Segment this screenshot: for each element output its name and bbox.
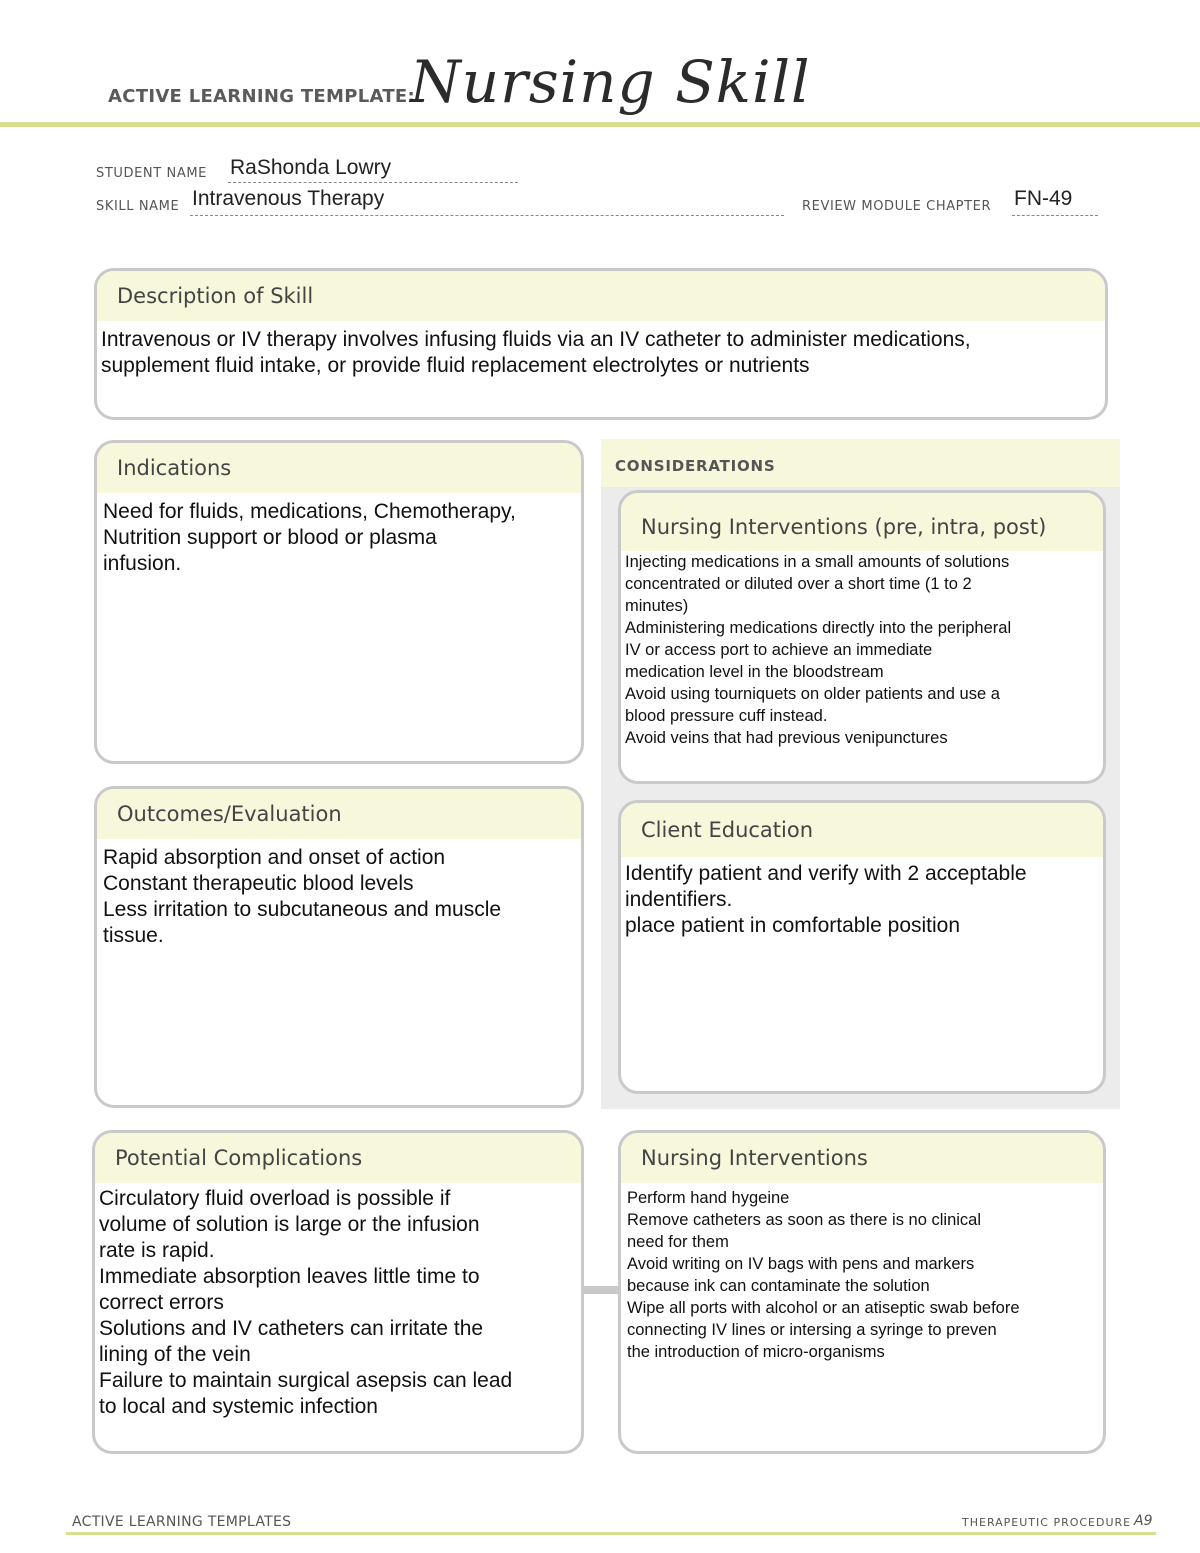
student-name-value: RaShonda Lowry: [230, 156, 392, 179]
description-box: [94, 268, 1108, 420]
client-education-box: [618, 800, 1106, 1094]
nursing-interventions-pre-heading: Nursing Interventions (pre, intra, post): [621, 493, 1103, 551]
nursing-interventions-pre-text[interactable]: Injecting medications in a small amounts of solutions concentrated or diluted over a short time (1 to 2 minutes) Administering medications directly into the peripheral IV or access port to achieve an immediate medication level in the bloodstream Avoid using tourniquets on older patients and use a blood pressure cuff instead. Avoid veins that had previous venipunctures: [625, 553, 1012, 747]
skill-name-field[interactable]: [190, 187, 784, 216]
description-heading: Description of Skill: [97, 271, 1105, 321]
skill-name-label: SKILL NAME: [96, 199, 180, 214]
considerations-title: CONSIDERATIONS: [615, 457, 776, 475]
page-number: A9: [1134, 1513, 1153, 1529]
nursing-interventions-pre-box: [618, 490, 1106, 784]
review-module-value: FN-49: [1014, 187, 1073, 210]
header-divider: [0, 122, 1200, 127]
review-module-label: REVIEW MODULE CHAPTER: [802, 199, 992, 214]
client-education-text[interactable]: Identify patient and verify with 2 acceptable indentifiers. place patient in comfortable position: [625, 862, 1027, 937]
outcomes-heading: Outcomes/Evaluation: [97, 789, 581, 839]
indications-text[interactable]: Need for fluids, medications, Chemotherapy, Nutrition support or blood or plasma infusion.: [103, 500, 516, 575]
template-label: ACTIVE LEARNING TEMPLATE:: [108, 86, 415, 107]
footer-left-label: ACTIVE LEARNING TEMPLATES: [72, 1514, 292, 1530]
outcomes-box: [94, 786, 584, 1108]
nursing-interventions-box: [618, 1130, 1106, 1454]
complications-heading: Potential Complications: [95, 1133, 581, 1183]
student-name-field[interactable]: [228, 156, 518, 183]
outcomes-text[interactable]: Rapid absorption and onset of action Constant therapeutic blood levels Less irritation to subcutaneous and muscle tissue.: [103, 846, 502, 947]
skill-name-value: Intravenous Therapy: [192, 187, 385, 210]
footer-divider: [66, 1532, 1156, 1535]
review-module-field[interactable]: [1012, 187, 1098, 216]
footer-right-label: THERAPEUTIC PROCEDURE: [962, 1516, 1132, 1529]
indications-box: [94, 440, 584, 764]
complications-box: [92, 1130, 584, 1454]
student-name-label: STUDENT NAME: [96, 166, 207, 181]
page-title: Nursing Skill: [410, 48, 811, 116]
box-connector: [582, 1286, 620, 1294]
nursing-interventions-heading: Nursing Interventions: [621, 1133, 1103, 1183]
nursing-interventions-text[interactable]: Perform hand hygeine Remove catheters as soon as there is no clinical need for them Avoid writing on IV bags with pens and markers because ink can contaminate the solution Wipe all ports with alcohol or an atiseptic swab before connecting IV lines or intersing a syringe to preven the introduction of micro-organisms: [627, 1189, 1020, 1361]
indications-heading: Indications: [97, 443, 581, 493]
description-text[interactable]: Intravenous or IV therapy involves infusing fluids via an IV catheter to administer medications, supplement fluid intake, or provide fluid replacement electrolytes or nutrients: [101, 328, 971, 377]
client-education-heading: Client Education: [621, 803, 1103, 857]
complications-text[interactable]: Circulatory fluid overload is possible if volume of solution is large or the infusion rate is rapid. Immediate absorption leaves little time to correct errors Solutions and IV catheters can irritate the lining of the vein Failure to maintain surgical asepsis can lead to local and systemic infection: [99, 1187, 513, 1418]
